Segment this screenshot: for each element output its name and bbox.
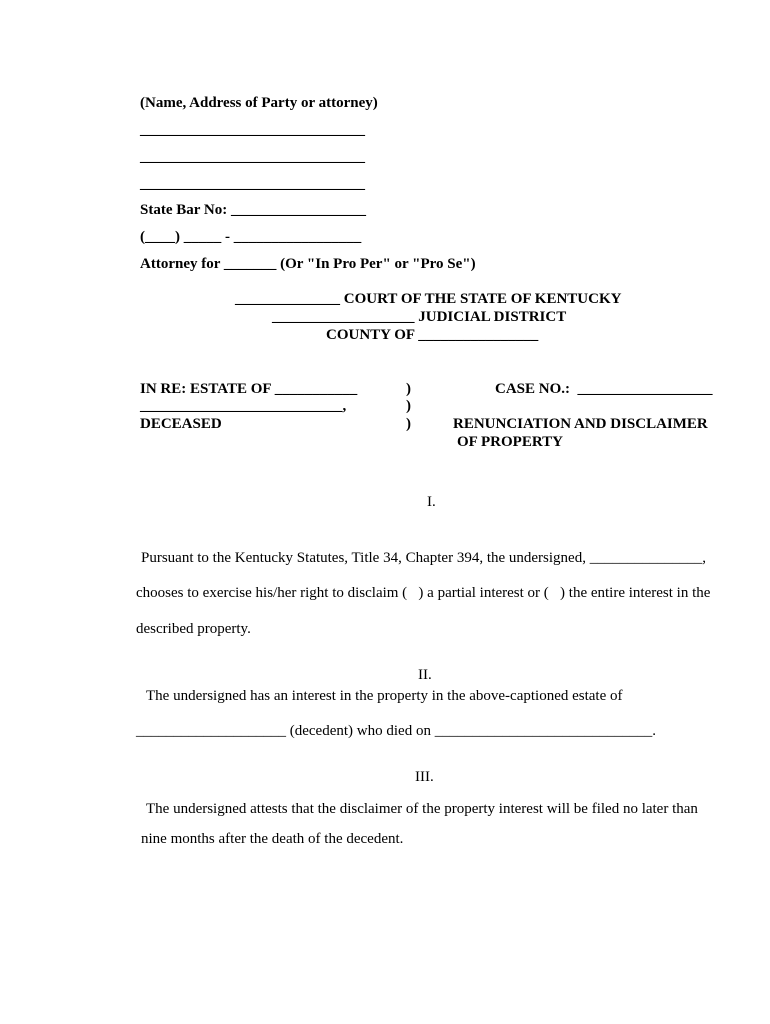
- section-3-line-2: nine months after the death of the decedent.: [141, 831, 404, 847]
- section-1-line-1: Pursuant to the Kentucky Statutes, Title 34, Chapter 394, the undersigned, _______________,: [141, 550, 706, 566]
- court-name: ______________ COURT OF THE STATE OF KENTUCKY: [235, 291, 622, 307]
- address-line-1: ______________________________: [140, 122, 365, 138]
- caption-paren: ): [406, 416, 411, 432]
- section-2-line-1: The undersigned has an interest in the property in the above-captioned estate of: [146, 688, 623, 704]
- decedent-name-line: ___________________________,: [140, 398, 347, 414]
- section-heading: II.: [418, 667, 432, 683]
- section-heading: I.: [427, 494, 436, 510]
- document-title-line-2: OF PROPERTY: [457, 434, 563, 450]
- section-2-line-2: ____________________ (decedent) who died on _____________________________.: [136, 723, 656, 739]
- case-number: CASE NO.: __________________: [495, 381, 713, 397]
- phone-number: (____) _____ - _________________: [140, 229, 362, 245]
- section-1-line-2: chooses to exercise his/her right to disclaim ( ) a partial interest or ( ) the entire interest in the: [136, 585, 711, 601]
- document-title-line-1: RENUNCIATION AND DISCLAIMER: [453, 416, 708, 432]
- estate-of: IN RE: ESTATE OF ___________: [140, 381, 358, 397]
- state-bar-number: State Bar No: __________________: [140, 202, 366, 218]
- judicial-district: ___________________ JUDICIAL DISTRICT: [272, 309, 567, 325]
- section-3-line-1: The undersigned attests that the disclaimer of the property interest will be filed no later than: [146, 801, 698, 817]
- attorney-for: Attorney for _______ (Or "In Pro Per" or "Pro Se"): [140, 256, 476, 272]
- address-line-3: ______________________________: [140, 176, 365, 192]
- party-label: (Name, Address of Party or attorney): [140, 95, 378, 111]
- address-line-2: ______________________________: [140, 149, 365, 165]
- caption-paren: ): [406, 398, 411, 414]
- deceased-label: DECEASED: [140, 416, 222, 432]
- section-heading: III.: [415, 769, 434, 785]
- county: COUNTY OF ________________: [326, 327, 539, 343]
- caption-paren: ): [406, 381, 411, 397]
- section-1-line-3: described property.: [136, 621, 251, 637]
